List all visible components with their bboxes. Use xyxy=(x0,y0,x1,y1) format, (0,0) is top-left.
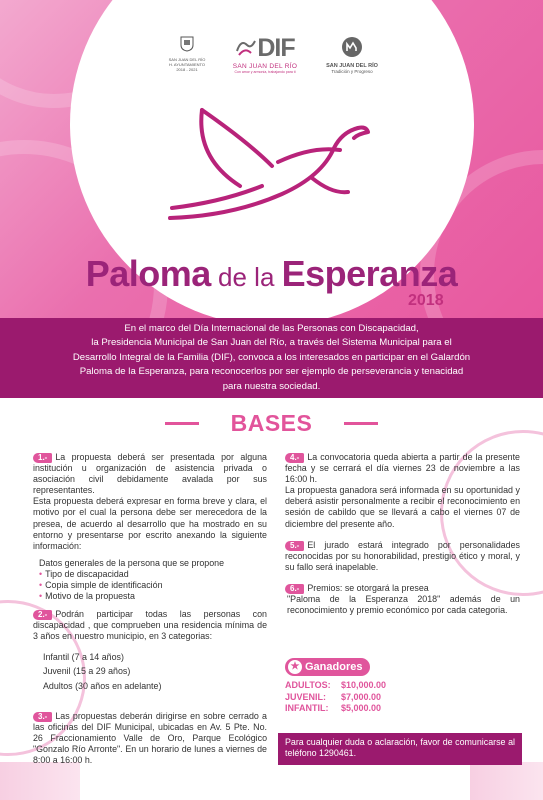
item-text: El jurado estará integrado por personalidades reconocidas por su honorabilidad, prestigio ético y moral, y su fallo será inapelable. xyxy=(285,539,520,572)
title-year: 2018 xyxy=(408,292,444,309)
item-text: Premios: se otorgará la presea xyxy=(307,582,429,593)
dif-swirl-icon xyxy=(235,37,257,57)
intro-line: para nuestra sociedad. xyxy=(222,380,321,392)
item-text: Podrán participar todas las personas con discapacidad , que comprueben una residencia mínima de 3 años en nuestro municipio, en 3 categorias: xyxy=(33,609,267,642)
category-item: Infantil (7 a 14 años) xyxy=(43,651,124,662)
intro-line: la Presidencia Municipal de San Juan del Río, a través del Sistema Municipal para el xyxy=(91,337,452,349)
item-text: La propuesta deberá ser presentada por alguna institución u organización de asistencia privada o asociación civil debidamente avalada por sus representantes. xyxy=(33,452,267,496)
item-number: 1.- xyxy=(33,453,52,463)
list-item: • Copia simple de identificación xyxy=(39,580,267,591)
categories-list xyxy=(33,650,267,694)
municipio-line1: SAN JUAN DEL RÍO xyxy=(168,57,206,62)
base-item-3 xyxy=(33,711,267,766)
prize-value: $10,000.00 xyxy=(341,680,387,691)
dif-wordmark: DIF xyxy=(257,34,295,62)
title-paloma: Paloma xyxy=(85,253,211,294)
coat-of-arms-icon xyxy=(180,36,194,52)
intro-line: Desarrollo Integral de la Familia (DIF), convoca a los interesados en participar en el Galardón xyxy=(72,351,471,363)
intro-line: Paloma de la Esperanza, para reconocerlos por ser ejemplo de perseverancia y tenacidad xyxy=(79,366,464,378)
ganadores-block xyxy=(285,657,386,715)
municipio-line2: H. AYUNTAMIENTO xyxy=(168,62,205,67)
item-number: 3.- xyxy=(33,712,52,722)
bases-left-column xyxy=(33,452,267,766)
title-de-la: de la xyxy=(210,262,282,292)
prize-label: JUVENIL: xyxy=(285,691,327,702)
municipio-logo xyxy=(164,36,210,72)
base-item-6 xyxy=(285,583,520,594)
prize-value: $5,000.00 xyxy=(341,703,382,714)
bottom-decoration xyxy=(0,762,80,800)
event-title xyxy=(0,253,543,295)
category-item: Juvenil (15 a 29 años) xyxy=(43,666,131,676)
bases-right-column xyxy=(285,452,520,616)
dif-tagline: Con amor y armonía, trabajando para ti xyxy=(234,70,296,74)
bases-heading xyxy=(0,408,543,438)
bottom-decoration xyxy=(470,762,543,800)
prize-row xyxy=(285,703,386,715)
datos-label: Datos generales de la persona que se propone xyxy=(39,557,225,568)
dove-illustration xyxy=(162,98,374,226)
item-number: 2.- xyxy=(33,610,52,620)
ganadores-header xyxy=(285,658,370,676)
sjr-emblem-icon xyxy=(341,36,363,58)
title-esperanza: Esperanza xyxy=(281,253,458,294)
item-text: La propuesta ganadora será informada en su oportunidad y deberá asistir personalmente a recibir el reconocimiento en sesión de cabildo que se llevará a cabo el viernes 07 de diciembre del presente año. xyxy=(285,485,520,529)
item-text: La convocatoria queda abierta a partir de la presente fecha y se cerrará el día viernes 23 de noviembre a las 16:00 h. xyxy=(285,452,520,485)
logo-row xyxy=(0,34,543,84)
prize-label: ADULTOS: xyxy=(285,680,331,691)
prize-label: INFANTIL: xyxy=(285,703,329,714)
datos-list xyxy=(33,569,267,602)
item-number: 6.- xyxy=(285,584,304,594)
prize-row xyxy=(285,680,386,692)
item-text: Esta propuesta deberá expresar en forma breve y clara, el motivo por el cual la persona debe ser merecedora de la presea, de acuerdo al desarrollo que ha mostrado en su entorno y presentarse por escrito anexando la siguiente información: xyxy=(33,496,267,551)
base-item-1 xyxy=(33,452,267,496)
list-item: • Motivo de la propuesta xyxy=(39,591,267,602)
prize-row xyxy=(285,692,386,704)
base-item-4 xyxy=(285,452,520,485)
base-item-5 xyxy=(285,540,520,573)
base-item-2 xyxy=(33,609,267,642)
dif-subtitle: SAN JUAN DEL RÍO xyxy=(232,63,298,70)
category-item: Adultos (30 años en adelante) xyxy=(43,680,162,691)
item-number: 5.- xyxy=(285,541,304,551)
sjr-logo xyxy=(326,36,378,74)
item-text: Las propuestas deberán dirigirse en sobre cerrado a las oficinas del DIF Municipal, ubicadas en Av. 5 Pte. No. 26 Fraccionamiento Valle de Oro, Parque Ecológico "Gonzalo Río Arronte". En un horario de lunes a viernes de 8:00 a 16:00 h. xyxy=(33,711,267,766)
contact-box: Para cualquier duda o aclaración, favor de comunicarse al teléfono 1290461. xyxy=(278,733,522,765)
item-text: "Paloma de la Esperanza 2018" además de un reconocimiento y premio económico por cada categoria. xyxy=(287,594,520,616)
ganadores-title: Ganadores xyxy=(305,661,363,673)
item-number: 4.- xyxy=(285,453,304,463)
municipio-line3: 2018 - 2021 xyxy=(176,67,198,72)
sjr-tagline: Tradición y Progreso xyxy=(331,69,373,74)
prize-value: $7,000.00 xyxy=(341,691,382,702)
sjr-name: SAN JUAN DEL RÍO xyxy=(326,63,378,69)
star-icon: ★ xyxy=(288,660,302,674)
list-item: • Tipo de discapacidad xyxy=(39,569,267,580)
bases-title: BASES xyxy=(230,410,313,436)
dif-logo xyxy=(226,34,304,74)
intro-line: En el marco del Día Internacional de las Personas con Discapacidad, xyxy=(124,323,419,334)
prize-list xyxy=(285,680,386,715)
intro-band xyxy=(0,318,543,398)
